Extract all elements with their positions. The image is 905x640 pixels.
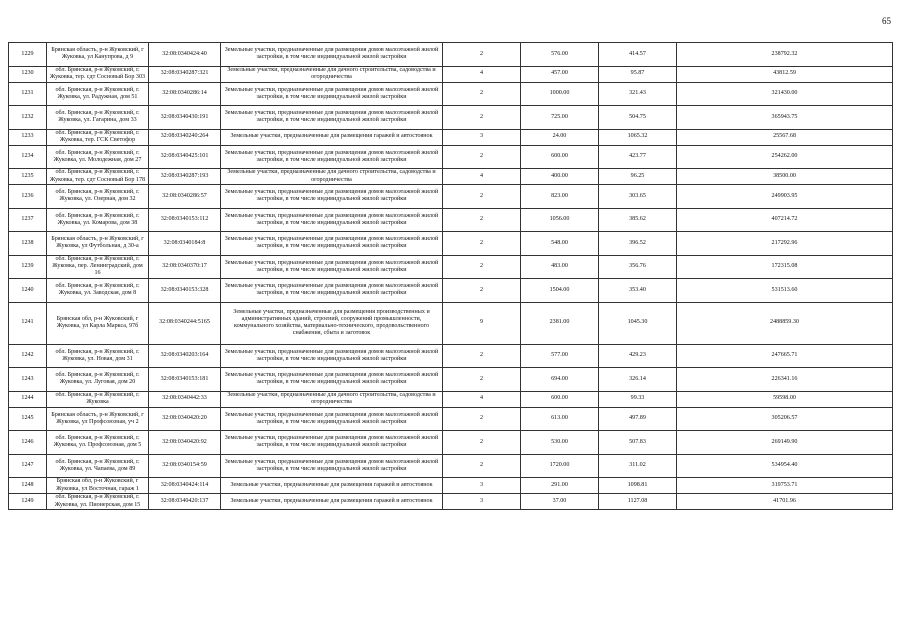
- area-cell: 694.00: [521, 368, 599, 392]
- use-group-cell: 4: [443, 66, 521, 82]
- address-cell: обл. Брянская, р-н Жуковский, г. Жуковка, ул. Чапаева, дом 89: [47, 454, 149, 478]
- area-cell: 548.00: [521, 232, 599, 256]
- cadastral-number-cell: 32:08:0340240:264: [149, 129, 221, 145]
- row-number: 1235: [9, 169, 47, 185]
- row-number: 1241: [9, 302, 47, 344]
- table-row: [9, 208, 893, 232]
- table-row: [9, 106, 893, 130]
- cadastral-number-cell: 32:08:0340287:321: [149, 66, 221, 82]
- row-number: 1230: [9, 66, 47, 82]
- area-cell: 600.00: [521, 145, 599, 169]
- table-row: [9, 43, 893, 67]
- use-group-cell: 2: [443, 368, 521, 392]
- table-row: [9, 431, 893, 455]
- specific-value-cell: 396.52: [599, 232, 677, 256]
- row-number: 1243: [9, 368, 47, 392]
- land-use-cell: Земельные участки, предназначенные для размещения домов малоэтажной жилой застройки, в том числе индивидуальной жилой застройки: [221, 208, 443, 232]
- specific-value-cell: 311.02: [599, 454, 677, 478]
- table-row: [9, 82, 893, 106]
- table-row: [9, 66, 893, 82]
- table-row: [9, 169, 893, 185]
- land-use-cell: Земельные участки, предназначенные для размещения домов малоэтажной жилой застройки, в том числе индивидуальной жилой застройки: [221, 454, 443, 478]
- land-use-cell: Земельные участки, предназначенные для размещения производственных и административных зданий, строений, сооружений промышленности, коммунального хозяйства, материально-технического, продовольственного снабжения, сбыта и заготовок: [221, 302, 443, 344]
- address-cell: обл. Брянская, р-н Жуковский, г. Жуковка, ул. Новая, дом 31: [47, 344, 149, 368]
- land-use-cell: Земельные участки, предназначенные для размещения гаражей и автостоянок: [221, 129, 443, 145]
- cadastral-number-cell: 32:08:0340154:59: [149, 454, 221, 478]
- address-cell: обл. Брянская, р-н Жуковский, г. Жуковка, тер. сдт Сосновый Бор 178: [47, 169, 149, 185]
- specific-value-cell: 99.33: [599, 391, 677, 407]
- address-cell: обл. Брянская, р-н Жуковский, г. Жуковка, тер. ГСК Светофор: [47, 129, 149, 145]
- cadastral-number-cell: 32:08:0340420:20: [149, 407, 221, 431]
- area-cell: 600.00: [521, 391, 599, 407]
- use-group-cell: 9: [443, 302, 521, 344]
- use-group-cell: 3: [443, 478, 521, 494]
- table-row: [9, 255, 893, 279]
- cadastral-value-cell: 226341.16: [677, 368, 893, 392]
- use-group-cell: 2: [443, 279, 521, 303]
- row-number: 1232: [9, 106, 47, 130]
- specific-value-cell: 353.40: [599, 279, 677, 303]
- use-group-cell: 3: [443, 129, 521, 145]
- area-cell: 577.00: [521, 344, 599, 368]
- area-cell: 576.00: [521, 43, 599, 67]
- row-number: 1242: [9, 344, 47, 368]
- land-use-cell: Земельные участки, предназначенные для дачного строительства, садоводства и огородничества: [221, 169, 443, 185]
- address-cell: обл. Брянская, р-н Жуковский, г. Жуковка, тер. сдт Сосновый Бор 303: [47, 66, 149, 82]
- land-use-cell: Земельные участки, предназначенные для размещения домов малоэтажной жилой застройки, в том числе индивидуальной жилой застройки: [221, 431, 443, 455]
- row-number: 1240: [9, 279, 47, 303]
- row-number: 1246: [9, 431, 47, 455]
- cadastral-value-cell: 305206.57: [677, 407, 893, 431]
- area-cell: 400.00: [521, 169, 599, 185]
- cadastral-number-cell: 32:08:0340184:8: [149, 232, 221, 256]
- use-group-cell: 4: [443, 169, 521, 185]
- land-use-cell: Земельные участки, предназначенные для размещения домов малоэтажной жилой застройки, в том числе индивидуальной жилой застройки: [221, 82, 443, 106]
- area-cell: 291.00: [521, 478, 599, 494]
- cadastral-value-cell: 247665.71: [677, 344, 893, 368]
- cadastral-value-cell: 534954.40: [677, 454, 893, 478]
- use-group-cell: 2: [443, 232, 521, 256]
- row-number: 1231: [9, 82, 47, 106]
- cadastral-number-cell: 32:08:0340424:40: [149, 43, 221, 67]
- use-group-cell: 2: [443, 431, 521, 455]
- land-use-cell: Земельные участки, предназначенные для размещения гаражей и автостоянок: [221, 494, 443, 510]
- cadastral-value-cell: 2488859.30: [677, 302, 893, 344]
- address-cell: обл. Брянская, р-н Жуковский, г. Жуковка, ул. Профсоюзная, дом 5: [47, 431, 149, 455]
- address-cell: обл. Брянская, р-н Жуковский, г. Жуковка, ул. Озерная, дом 32: [47, 185, 149, 209]
- cadastral-number-cell: 32:08:0340286:14: [149, 82, 221, 106]
- cadastral-value-cell: 25567.68: [677, 129, 893, 145]
- specific-value-cell: 385.62: [599, 208, 677, 232]
- table-row: [9, 129, 893, 145]
- specific-value-cell: 414.57: [599, 43, 677, 67]
- row-number: 1249: [9, 494, 47, 510]
- use-group-cell: 2: [443, 344, 521, 368]
- use-group-cell: 4: [443, 391, 521, 407]
- specific-value-cell: 423.77: [599, 145, 677, 169]
- cadastral-number-cell: 32:08:0340420:137: [149, 494, 221, 510]
- use-group-cell: 2: [443, 185, 521, 209]
- land-use-cell: Земельные участки, предназначенные для размещения гаражей и автостоянок: [221, 478, 443, 494]
- address-cell: обл. Брянская, р-н Жуковский, г. Жуковка, пер. Ленинградский, дом 16: [47, 255, 149, 279]
- cadastral-number-cell: 32:08:0340286:57: [149, 185, 221, 209]
- area-cell: 1720.00: [521, 454, 599, 478]
- land-registry-table: [8, 42, 893, 510]
- address-cell: обл. Брянская, р-н Жуковский, г. Жуковка, ул. Комарова, дом 38: [47, 208, 149, 232]
- area-cell: 1056.00: [521, 208, 599, 232]
- row-number: 1247: [9, 454, 47, 478]
- land-use-cell: Земельные участки, предназначенные для размещения домов малоэтажной жилой застройки, в том числе индивидуальной жилой застройки: [221, 185, 443, 209]
- cadastral-value-cell: 254262.00: [677, 145, 893, 169]
- land-use-cell: Земельные участки, предназначенные для размещения домов малоэтажной жилой застройки, в том числе индивидуальной жилой застройки: [221, 232, 443, 256]
- land-use-cell: Земельные участки, предназначенные для размещения домов малоэтажной жилой застройки, в том числе индивидуальной жилой застройки: [221, 43, 443, 67]
- address-cell: обл. Брянская, р-н Жуковский, г. Жуковка, ул. Луговая, дом 20: [47, 368, 149, 392]
- table-row: [9, 185, 893, 209]
- page-number: 65: [882, 16, 891, 26]
- address-cell: Брянская обл, р-н Жуковский, г Жуковка, ул Восточная, гараж 1: [47, 478, 149, 494]
- area-cell: 725.00: [521, 106, 599, 130]
- use-group-cell: 3: [443, 494, 521, 510]
- cadastral-number-cell: 32:08:0340425:101: [149, 145, 221, 169]
- cadastral-number-cell: 32:08:0340153:328: [149, 279, 221, 303]
- address-cell: обл. Брянская, р-н Жуковский, г. Жуковка: [47, 391, 149, 407]
- cadastral-value-cell: 172315.08: [677, 255, 893, 279]
- use-group-cell: 2: [443, 145, 521, 169]
- cadastral-number-cell: 32:08:0340424:114: [149, 478, 221, 494]
- address-cell: обл. Брянская, р-н Жуковский, г. Жуковка, ул. Пионерская, дом 15: [47, 494, 149, 510]
- table-row: [9, 407, 893, 431]
- area-cell: 457.00: [521, 66, 599, 82]
- cadastral-number-cell: 32:08:0340420:92: [149, 431, 221, 455]
- use-group-cell: 2: [443, 208, 521, 232]
- cadastral-value-cell: 41701.96: [677, 494, 893, 510]
- row-number: 1233: [9, 129, 47, 145]
- land-use-cell: Земельные участки, предназначенные для размещения домов малоэтажной жилой застройки, в том числе индивидуальной жилой застройки: [221, 368, 443, 392]
- cadastral-number-cell: 32:08:0340153:181: [149, 368, 221, 392]
- use-group-cell: 2: [443, 82, 521, 106]
- table-row: [9, 302, 893, 344]
- address-cell: обл. Брянская, р-н Жуковский, г. Жуковка, ул. Гагарина, дом 33: [47, 106, 149, 130]
- specific-value-cell: 326.14: [599, 368, 677, 392]
- land-use-cell: Земельные участки, предназначенные для размещения домов малоэтажной жилой застройки, в том числе индивидуальной жилой застройки: [221, 255, 443, 279]
- table-row: [9, 494, 893, 510]
- cadastral-value-cell: 238792.32: [677, 43, 893, 67]
- area-cell: 2381.00: [521, 302, 599, 344]
- specific-value-cell: 1045.30: [599, 302, 677, 344]
- address-cell: обл. Брянская, р-н Жуковский, г. Жуковка, ул. Радужная, дом 51: [47, 82, 149, 106]
- cadastral-number-cell: 32:08:0340430:191: [149, 106, 221, 130]
- use-group-cell: 2: [443, 43, 521, 67]
- land-use-cell: Земельные участки, предназначенные для размещения домов малоэтажной жилой застройки, в том числе индивидуальной жилой застройки: [221, 407, 443, 431]
- address-cell: обл. Брянская, р-н Жуковский, г. Жуковка, ул. Молодежная, дом 27: [47, 145, 149, 169]
- cadastral-value-cell: 365943.75: [677, 106, 893, 130]
- cadastral-number-cell: 32:08:0340442:33: [149, 391, 221, 407]
- area-cell: 613.00: [521, 407, 599, 431]
- land-use-cell: Земельные участки, предназначенные для дачного строительства, садоводства и огородничества: [221, 391, 443, 407]
- cadastral-number-cell: 32:08:0340153:112: [149, 208, 221, 232]
- address-cell: Брянская область, р-н Жуковский, г Жуковка, ул Футбольная, д 30-а: [47, 232, 149, 256]
- cadastral-value-cell: 38500.00: [677, 169, 893, 185]
- specific-value-cell: 303.65: [599, 185, 677, 209]
- cadastral-value-cell: 321430.00: [677, 82, 893, 106]
- specific-value-cell: 96.25: [599, 169, 677, 185]
- specific-value-cell: 507.83: [599, 431, 677, 455]
- specific-value-cell: 321.43: [599, 82, 677, 106]
- table-body: [9, 43, 893, 510]
- use-group-cell: 2: [443, 454, 521, 478]
- cadastral-number-cell: 32:08:0340244:5165: [149, 302, 221, 344]
- area-cell: 1000.00: [521, 82, 599, 106]
- specific-value-cell: 1098.81: [599, 478, 677, 494]
- row-number: 1244: [9, 391, 47, 407]
- table-row: [9, 232, 893, 256]
- land-use-cell: Земельные участки, предназначенные для дачного строительства, садоводства и огородничества: [221, 66, 443, 82]
- row-number: 1237: [9, 208, 47, 232]
- specific-value-cell: 95.87: [599, 66, 677, 82]
- land-use-cell: Земельные участки, предназначенные для размещения домов малоэтажной жилой застройки, в том числе индивидуальной жилой застройки: [221, 344, 443, 368]
- table-row: [9, 478, 893, 494]
- row-number: 1239: [9, 255, 47, 279]
- cadastral-value-cell: 217292.96: [677, 232, 893, 256]
- land-use-cell: Земельные участки, предназначенные для размещения домов малоэтажной жилой застройки, в том числе индивидуальной жилой застройки: [221, 145, 443, 169]
- cadastral-value-cell: 269149.90: [677, 431, 893, 455]
- row-number: 1229: [9, 43, 47, 67]
- row-number: 1245: [9, 407, 47, 431]
- specific-value-cell: 497.89: [599, 407, 677, 431]
- row-number: 1248: [9, 478, 47, 494]
- cadastral-value-cell: 319753.71: [677, 478, 893, 494]
- specific-value-cell: 1065.32: [599, 129, 677, 145]
- cadastral-value-cell: 43812.59: [677, 66, 893, 82]
- area-cell: 530.00: [521, 431, 599, 455]
- cadastral-number-cell: 32:08:0340287:193: [149, 169, 221, 185]
- cadastral-number-cell: 32:08:0340203:164: [149, 344, 221, 368]
- area-cell: 483.00: [521, 255, 599, 279]
- area-cell: 823.00: [521, 185, 599, 209]
- area-cell: 24.00: [521, 129, 599, 145]
- cadastral-value-cell: 249903.95: [677, 185, 893, 209]
- cadastral-value-cell: 531513.60: [677, 279, 893, 303]
- land-use-cell: Земельные участки, предназначенные для размещения домов малоэтажной жилой застройки, в том числе индивидуальной жилой застройки: [221, 106, 443, 130]
- use-group-cell: 2: [443, 255, 521, 279]
- table-row: [9, 391, 893, 407]
- address-cell: Брянская область, р-н Жуковский, г Жуковка, ул Канупрова, д 9: [47, 43, 149, 67]
- cadastral-number-cell: 32:08:0340370:17: [149, 255, 221, 279]
- address-cell: обл. Брянская, р-н Жуковский, г. Жуковка, ул. Заводская, дом 8: [47, 279, 149, 303]
- use-group-cell: 2: [443, 407, 521, 431]
- cadastral-value-cell: 59598.00: [677, 391, 893, 407]
- specific-value-cell: 1127.08: [599, 494, 677, 510]
- table-row: [9, 279, 893, 303]
- row-number: 1238: [9, 232, 47, 256]
- use-group-cell: 2: [443, 106, 521, 130]
- row-number: 1234: [9, 145, 47, 169]
- row-number: 1236: [9, 185, 47, 209]
- specific-value-cell: 504.75: [599, 106, 677, 130]
- area-cell: 1504.00: [521, 279, 599, 303]
- cadastral-value-cell: 407214.72: [677, 208, 893, 232]
- table-row: [9, 368, 893, 392]
- table-row: [9, 145, 893, 169]
- address-cell: Брянская обл, р-н Жуковский, г Жуковка, ул Карла Маркса, 97б: [47, 302, 149, 344]
- specific-value-cell: 429.23: [599, 344, 677, 368]
- table-row: [9, 344, 893, 368]
- specific-value-cell: 356.76: [599, 255, 677, 279]
- land-use-cell: Земельные участки, предназначенные для размещения домов малоэтажной жилой застройки, в том числе индивидуальной жилой застройки: [221, 279, 443, 303]
- area-cell: 37.00: [521, 494, 599, 510]
- address-cell: Брянская область, р-н Жуковский, г Жуковка, ул Профсоюзная, уч 2: [47, 407, 149, 431]
- table-row: [9, 454, 893, 478]
